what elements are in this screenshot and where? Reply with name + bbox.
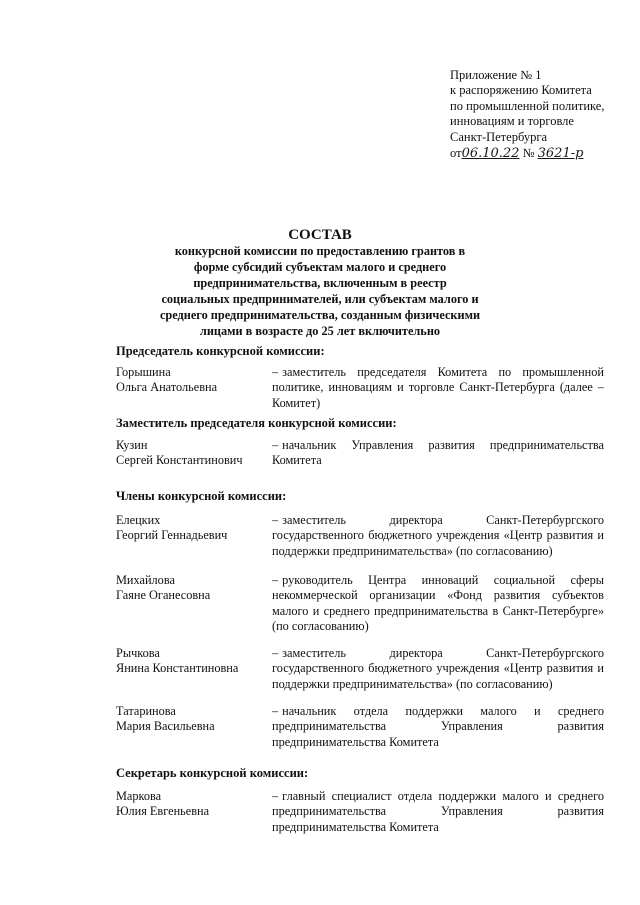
member-position-text: начальник Управления развития предпринимательства Комитета xyxy=(272,438,604,468)
section-heading-chair: Председатель конкурсной комиссии: xyxy=(116,344,325,358)
member-position xyxy=(272,789,604,835)
member-name xyxy=(116,438,266,469)
member-given-name: Сергей Константинович xyxy=(116,453,243,468)
member-surname: Михайлова xyxy=(116,573,175,587)
member-position-text: начальник отдела поддержки малого и среднего предпринимательства Управления развития предпринимательства Комитета xyxy=(272,704,604,749)
member-position xyxy=(272,513,604,559)
dash: – xyxy=(272,438,279,452)
member-given-name: Юлия Евгеньевна xyxy=(116,804,210,819)
member-position-text: заместитель директора Санкт-Петербургского государственного бюджетного учреждения «Центр развития и поддержки предпринимательства» (по согласованию) xyxy=(272,513,604,558)
document-title: СОСТАВ xyxy=(288,227,352,243)
member-name xyxy=(116,789,266,820)
member-given-name: Ольга Анатольевна xyxy=(116,380,218,395)
member-given-name: Гаяне Оганесовна xyxy=(116,588,211,603)
member-surname: Горышина xyxy=(116,365,171,379)
section-heading-members: Члены конкурсной комиссии: xyxy=(116,489,287,503)
number-prefix: № xyxy=(519,146,538,161)
member-surname: Татаринова xyxy=(116,704,176,718)
dash: – xyxy=(272,646,279,660)
handwritten-number: 3621-р xyxy=(537,146,584,162)
member-name xyxy=(116,365,266,396)
dash: – xyxy=(272,573,279,587)
annex-line-1: Приложение № 1 xyxy=(450,68,542,82)
dash: – xyxy=(272,513,279,527)
member-position-text: руководитель Центра инноваций социальной сферы некоммерческой организации «Фонд развития субъектов малого и среднего предпринимательства в Санкт-Петербурге» (по согласованию) xyxy=(272,573,604,633)
member-surname: Рычкова xyxy=(116,646,160,660)
member-name xyxy=(116,573,266,604)
member-position xyxy=(272,438,604,469)
member-position xyxy=(272,704,604,750)
section-heading-secretary: Секретарь конкурсной комиссии: xyxy=(116,766,309,780)
annex-line-2: к распоряжению Комитета xyxy=(450,83,592,98)
member-name xyxy=(116,646,266,677)
annex-date-number xyxy=(450,146,635,161)
member-position xyxy=(272,573,604,634)
annex-block xyxy=(450,68,635,161)
date-prefix: от xyxy=(450,146,462,161)
annex-line-5: Санкт-Петербурга xyxy=(450,129,548,144)
annex-line-3: по промышленной политике, xyxy=(450,98,605,113)
dash: – xyxy=(272,704,279,718)
member-given-name: Мария Васильевна xyxy=(116,719,215,734)
annex-line-4: инновациям и торговле xyxy=(450,114,574,129)
member-surname: Елецких xyxy=(116,513,161,527)
member-position-text: главный специалист отдела поддержки малого и среднего предпринимательства Управления развития предпринимательства Комитета xyxy=(272,789,604,834)
dash: – xyxy=(272,789,279,803)
member-position-text: заместитель директора Санкт-Петербургского государственного бюджетного учреждения «Центр развития и поддержки предпринимательства» (по согласованию) xyxy=(272,646,604,691)
section-heading-deputy: Заместитель председателя конкурсной комиссии: xyxy=(116,416,397,430)
dash: – xyxy=(272,365,279,379)
member-position xyxy=(272,365,604,411)
member-given-name: Георгий Геннадьевич xyxy=(116,528,228,543)
handwritten-date: 06.10.22 xyxy=(461,146,520,162)
member-name xyxy=(116,704,266,735)
member-given-name: Янина Константиновна xyxy=(116,661,239,676)
member-name xyxy=(116,513,266,544)
member-position-text: заместитель председателя Комитета по промышленной политике, инновациям и торговле Санкт-Петербурга (далее – Комитет) xyxy=(272,365,604,410)
member-position xyxy=(272,646,604,692)
member-surname: Маркова xyxy=(116,789,162,803)
member-surname: Кузин xyxy=(116,438,148,452)
document-subtitle: конкурсной комиссии по предоставлению грантов в форме субсидий субъектам малого и среднего предпринимательства, включенным в реестр социальных предпринимателей, или субъектам малого и среднего предпринимательства, созданным физическими лицами в возрасте до 25 лет включительно xyxy=(159,244,481,338)
